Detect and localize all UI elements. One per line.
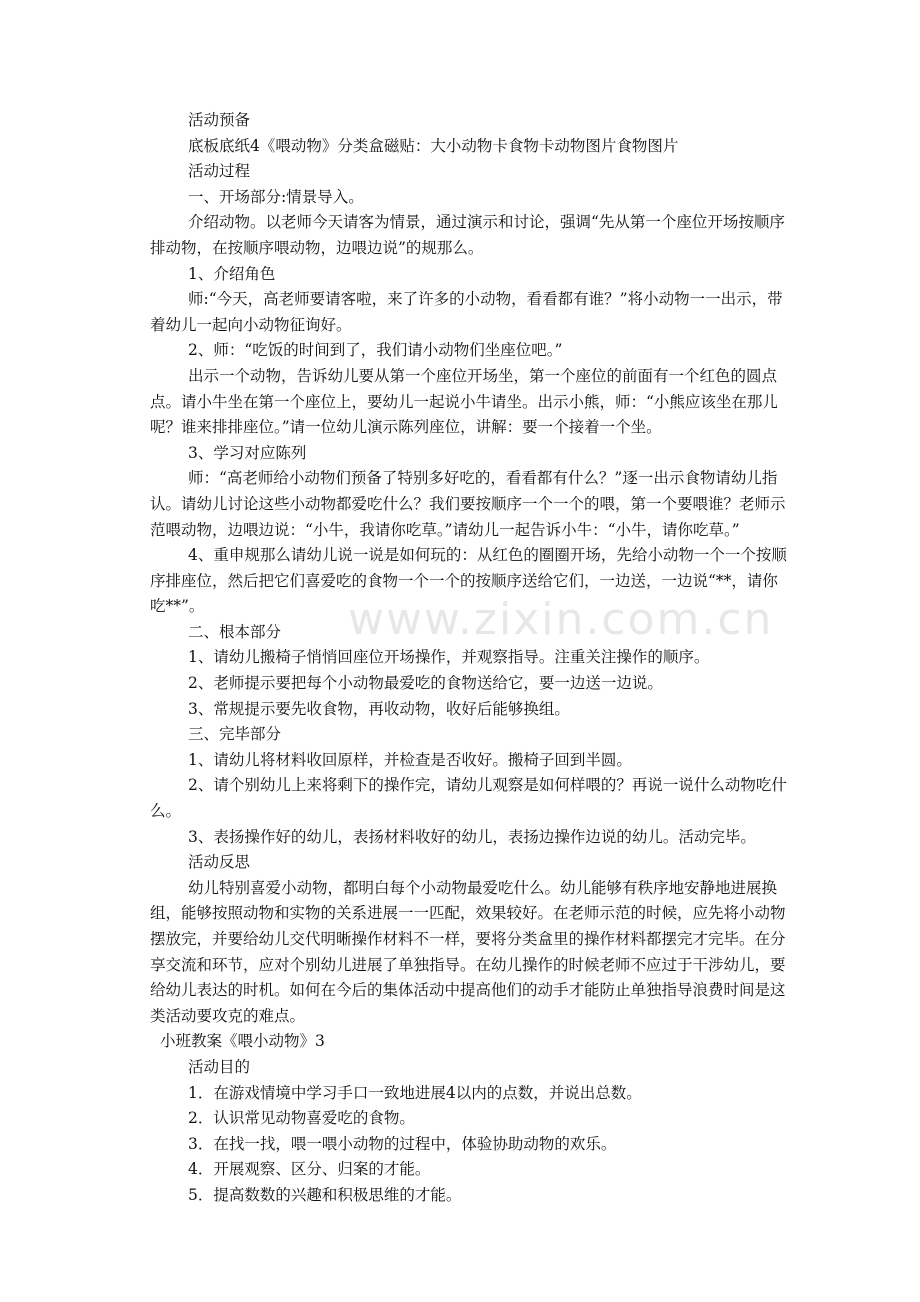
paragraph: 4、重申规那么请幼儿说一说是如何玩的：从红色的圈圈开场，先给小动物一个一个按顺序排座位，然后把它们喜爱吃的食物一个一个的按顺序送给它们，一边送，一边说“**，请你吃**”。 bbox=[150, 546, 787, 616]
paragraph: 1、请幼儿搬椅子悄悄回座位开场操作，并观察指导。注重关注操作的顺序。 bbox=[188, 648, 710, 667]
paragraph: 小班教案《喂小动物》3 bbox=[160, 1032, 325, 1051]
paragraph: 三、完毕部分 bbox=[188, 725, 282, 744]
paragraph: 3、学习对应陈列 bbox=[188, 443, 307, 462]
paragraph: 3、常规提示要先收食物，再收动物，收好后能够换组。 bbox=[188, 699, 570, 718]
paragraph: 介绍动物。以老师今天请客为情景，通过演示和讨论，强调“先从第一个座位开场按顺序排动物，在按顺序喂动物，边喂边说”的规那么。 bbox=[150, 213, 785, 257]
paragraph: 活动过程 bbox=[188, 162, 251, 181]
paragraph: 师:“今天，高老师要请客啦，来了许多的小动物，看看都有谁？”将小动物一一出示，带着幼儿一起向小动物征询好。 bbox=[150, 290, 783, 334]
paragraph: 2、师：“吃饭的时间到了，我们请小动物们坐座位吧。” bbox=[188, 341, 563, 360]
paragraph: 4．开展观察、区分、归案的才能。 bbox=[188, 1160, 431, 1179]
paragraph: 2．认识常见动物喜爱吃的食物。 bbox=[188, 1109, 415, 1128]
document-body bbox=[150, 108, 790, 1209]
paragraph: 2、老师提示要把每个小动物最爱吃的食物送给它，要一边送一边说。 bbox=[188, 674, 663, 693]
paragraph: 一、开场部分:情景导入。 bbox=[188, 187, 364, 206]
paragraph: 出示一个动物，告诉幼儿要从第一个座位开场坐，第一个座位的前面有一个红色的圆点点。请小牛坐在第一个座位上，要幼儿一起说小牛请坐。出示小熊，师：“小熊应该坐在那儿呢？谁来排排座位。”请一位幼儿演示陈列座位，讲解：要一个接着一个坐。 bbox=[150, 366, 778, 437]
paragraph: 1、请幼儿将材料收回原样，并检查是否收好。搬椅子回到半圆。 bbox=[188, 750, 632, 769]
paragraph: 1．在游戏情境中学习手口一致地进展4以内的点数，并说出总数。 bbox=[188, 1083, 642, 1102]
paragraph: 师：“高老师给小动物们预备了特别多好吃的，看看都有什么？”逐一出示食物请幼儿指认。请幼儿讨论这些小动物都爱吃什么？我们要按顺序一个一个的喂，第一个要喂谁？老师示范喂动物，边喂边说：“小牛，我请你吃草。”请幼儿一起告诉小牛：“小牛，请你吃草。” bbox=[150, 469, 786, 539]
paragraph: 5．提高数数的兴趣和积极思维的才能。 bbox=[188, 1185, 462, 1204]
paragraph: 底板底纸4《喂动物》分类盒磁贴：大小动物卡食物卡动物图片食物图片 bbox=[188, 136, 679, 155]
paragraph: 3．在找一找，喂一喂小动物的过程中，体验协助动物的欢乐。 bbox=[188, 1134, 617, 1153]
paragraph: 1、介绍角色 bbox=[188, 264, 276, 283]
paragraph: 2、请个别幼儿上来将剩下的操作完，请幼儿观察是如何样喂的？再说一说什么动物吃什么。 bbox=[150, 776, 787, 821]
paragraph: 二、根本部分 bbox=[188, 622, 282, 641]
watermark: www.zixin.com.cn bbox=[348, 594, 774, 645]
paragraph: 活动反思 bbox=[188, 853, 251, 872]
paragraph: 3、表扬操作好的幼儿，表扬材料收好的幼儿，表扬边操作边说的幼儿。活动完毕。 bbox=[188, 827, 756, 846]
paragraph: 活动目的 bbox=[188, 1057, 251, 1076]
paragraph: 活动预备 bbox=[188, 111, 251, 129]
paragraph: 幼儿特别喜爱小动物，都明白每个小动物最爱吃什么。幼儿能够有秩序地安静地进展换组，能够按照动物和实物的关系进展一一匹配，效果较好。在老师示范的时候，应先将小动物摆放完，并要给幼儿交代明晰操作材料不一样，要将分类盒里的操作材料都摆完才完毕。在分享交流和环节，应对个别幼儿进展了单独指导。在幼儿操作的时候老师不应过于干涉幼儿，要给幼儿表达的时机。如何在今后的集体活动中提高他们的动手才能防止单独指导浪费时间是这类活动要攻克的难点。 bbox=[150, 878, 786, 1025]
